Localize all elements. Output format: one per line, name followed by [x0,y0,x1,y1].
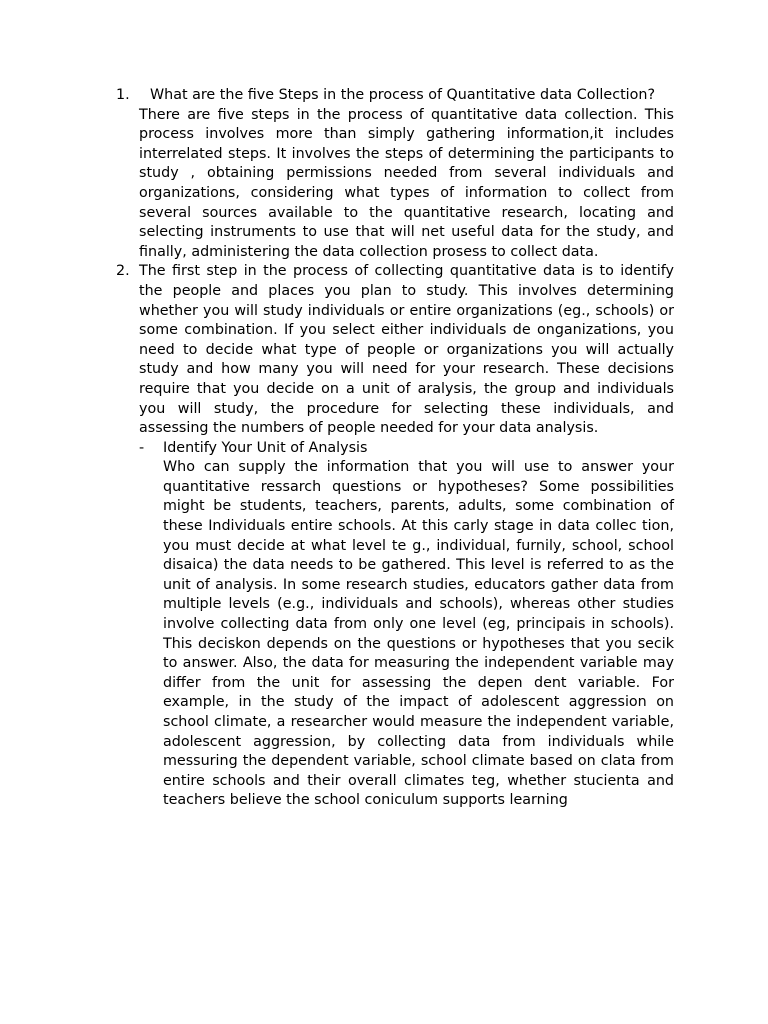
answer-paragraph: There are five steps in the process of quantitative data collection. This process involves more than simply gathering information,it includes interrelated steps. It involves the steps of determining the participants to study , obtaining permissions needed from several individuals and organizations, considering what types of information to collect from several sources available to the quantitative research, locating and selecting instruments to use that will net useful data for the study, and finally, administering the data collection prosess to collect data. [139,106,674,260]
list-item-1 [116,86,674,262]
step-paragraph: The first step in the process of collecting quantitative data is to identify the people and places you plan to study. This involves determining whether you will study individuals or entire organizations (eg., schools) or some combination. If you select either individuals de onganizations, you need to decide what type of people or organizations you will actually study and how many you will need for your research. These decisions require that you decide on a unit of aralysis, the group and individuals you will study, the procedure for selecting these individuals, and assessing the numbers of people needed for your data analysis. [139,263,674,437]
document-body [116,86,674,811]
question-title: What are the five Steps in the process of Quantitative data Collection? [150,87,656,103]
list-item-2 [116,262,674,438]
sub-paragraph: Who can supply the information that you will use to answer your quantitative ressarch questions or hypotheses? Some possibilities might be students, teachers, parents, adults, some combination of these Individuals entire schools. At this carly stage in data collec tion, you must decide at what level te g., individual, furnily, school, school disaica) the data needs to be gathered. This level is referred to as the unit of analysis. In some research studies, educators gather data from multiple levels (e.g., individuals and schools), whereas other studies involve collecting data from only one level (eg, principais in schools). This deciskon depends on the questions or hypotheses that you secik to answer. Also, the data for measuring the independent variable may differ from the unit for assessing the depen dent variable. For example, in the study of the impact of adolescent aggression on school climate, a researcher would measure the independent variable, adolescent aggression, by collecting data from individuals while messuring the dependent variable, school climate based on clata from entire schools and their overall climates teg, whether stucienta and teachers believe the school coniculum supports learning [163,459,674,809]
dash-bullet: - [139,439,145,456]
sub-heading: Identify Your Unit of Analysis [163,439,368,456]
list-number: 2. [116,263,130,280]
list-number: 1. [116,87,130,103]
sub-list-item [116,439,674,811]
